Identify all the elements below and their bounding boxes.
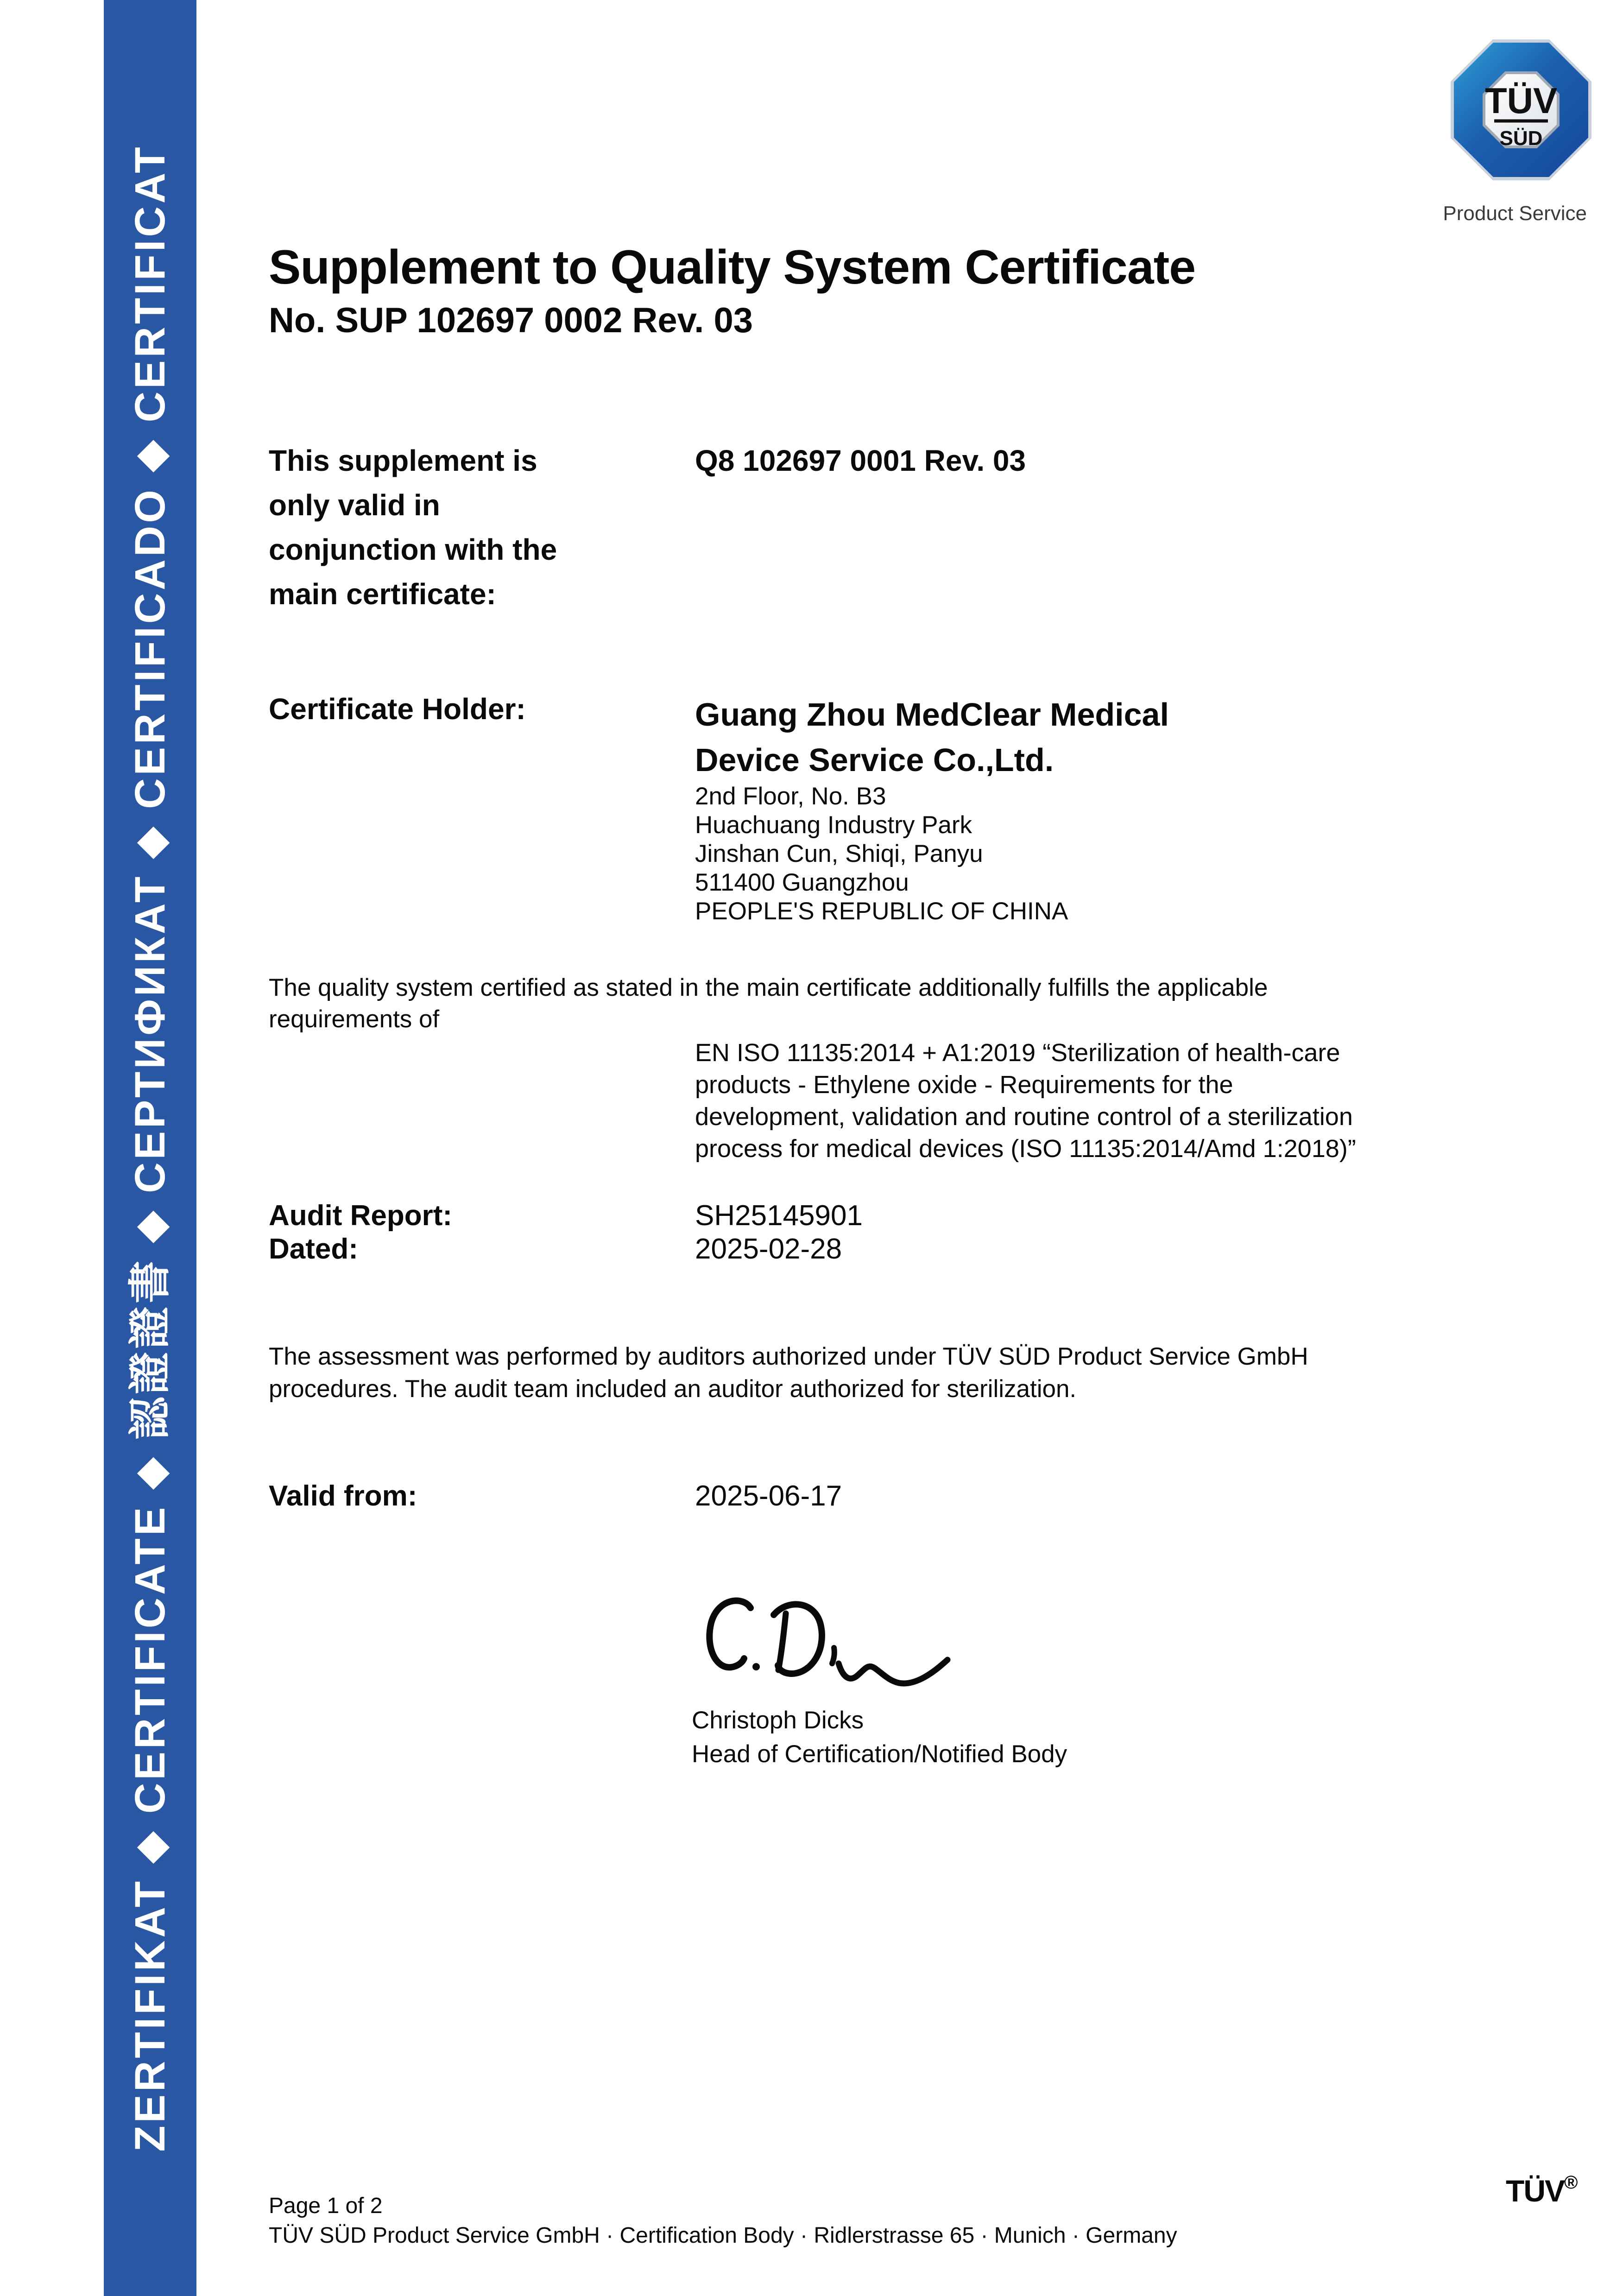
audit-values (695, 1199, 863, 1266)
signer-name: Christoph Dicks (692, 1707, 864, 1734)
supplement-validity-label (269, 438, 557, 616)
signer-title: Head of Certification/Notified Body (692, 1740, 1067, 1768)
audit-report-label: Audit Report: (269, 1200, 453, 1232)
audit-dated-value: 2025-02-28 (695, 1233, 842, 1265)
audit-report-value: SH25145901 (695, 1200, 863, 1232)
assessment-paragraph (269, 1341, 1308, 1405)
audit-dated-label: Dated: (269, 1233, 358, 1265)
standard-line: development, validation and routine control of a sterilization (695, 1103, 1353, 1131)
address-line: 511400 Guangzhou (695, 869, 909, 896)
assessment-line: The assessment was performed by auditors authorized under TÜV SÜD Product Service GmbH (269, 1343, 1308, 1370)
tuv-wordmark-icon (1506, 2172, 1578, 2208)
main-certificate-number: Q8 102697 0001 Rev. 03 (695, 444, 1026, 477)
registered-icon: ® (1564, 2172, 1578, 2193)
certificate-holder-name (695, 692, 1169, 783)
tuv-sud-logo-icon (1449, 38, 1593, 182)
holder-name-line: Guang Zhou MedClear Medical (695, 696, 1169, 733)
side-band (104, 0, 196, 2296)
side-band-text: ZERTIFIKAT ◆ CERTIFICATE ◆ 認證證書 ◆ СЕРТИФИКАТ ◆ CERTIFICADO ◆ CERTIFICAT (126, 144, 174, 2152)
audit-labels (269, 1199, 452, 1266)
footer-company-line: TÜV SÜD Product Service GmbH · Certification Body · Ridlerstrasse 65 · Munich · Germany (269, 2223, 1177, 2248)
certificate-holder-label: Certificate Holder: (269, 692, 526, 726)
valid-from-label: Valid from: (269, 1480, 417, 1512)
logo-caption: Product Service (1443, 202, 1587, 225)
standard-line: process for medical devices (ISO 11135:2014/Amd 1:2018)” (695, 1135, 1356, 1163)
logo-sud-text: SÜD (1499, 127, 1543, 150)
supplement-validity-label-line: This supplement is (269, 444, 537, 477)
address-line: 2nd Floor, No. B3 (695, 783, 886, 810)
supplement-validity-label-line: only valid in (269, 488, 440, 522)
address-line: Jinshan Cun, Shiqi, Panyu (695, 840, 983, 867)
standard-reference (695, 1037, 1356, 1165)
valid-from-value: 2025-06-17 (695, 1480, 842, 1512)
signature-icon (695, 1594, 954, 1694)
assessment-line: procedures. The audit team included an auditor authorized for sterilization. (269, 1375, 1077, 1403)
fulfills-intro-line: requirements of (269, 1006, 440, 1033)
certificate-holder-address (695, 782, 1068, 926)
address-line: PEOPLE'S REPUBLIC OF CHINA (695, 898, 1068, 925)
fulfills-intro (269, 972, 1268, 1035)
page-indicator: Page 1 of 2 (269, 2194, 383, 2218)
standard-line: EN ISO 11135:2014 + A1:2019 “Sterilization of health-care (695, 1039, 1340, 1067)
standard-line: products - Ethylene oxide - Requirements for the (695, 1071, 1233, 1099)
page-title: Supplement to Quality System Certificate (269, 240, 1196, 294)
holder-name-line: Device Service Co.,Ltd. (695, 742, 1054, 778)
fulfills-intro-line: The quality system certified as stated in the main certificate additionally fulfills the applicable (269, 974, 1268, 1001)
tuv-wordmark-text: TÜV (1506, 2174, 1564, 2208)
supplement-validity-label-line: main certificate: (269, 577, 496, 611)
logo-tuv-text: TÜV (1485, 80, 1557, 121)
signer-block (692, 1703, 1067, 1771)
supplement-validity-label-line: conjunction with the (269, 533, 557, 566)
valid-from-label-wrap (269, 1480, 417, 1513)
certificate-number: No. SUP 102697 0002 Rev. 03 (269, 301, 753, 340)
address-line: Huachuang Industry Park (695, 811, 973, 839)
